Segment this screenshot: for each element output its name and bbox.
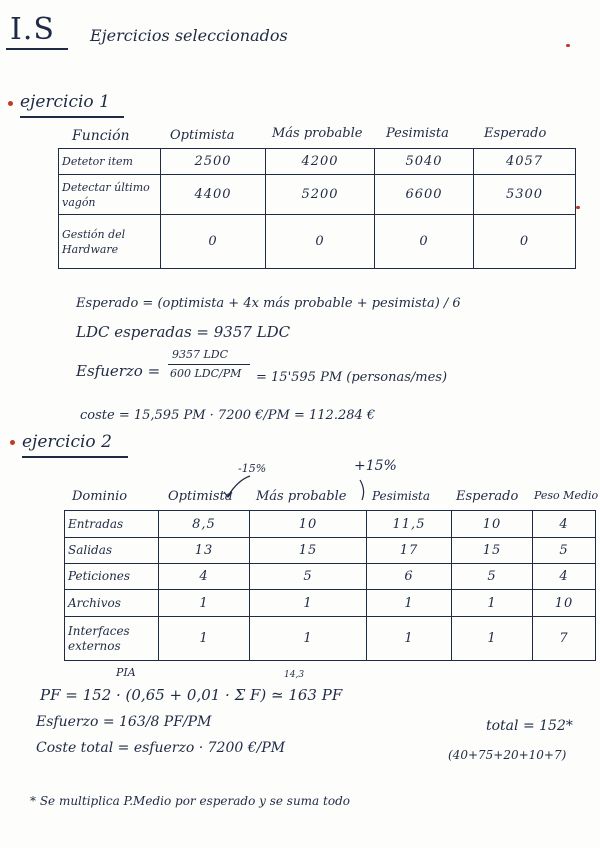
ex2-effort: Esfuerzo = 163/8 PF/PM	[36, 714, 212, 730]
ex1-cell: 4057	[474, 149, 576, 175]
ex2-row-label: Peticiones	[65, 564, 159, 590]
ex2-cell: 4	[159, 564, 250, 590]
ex1-row-label: Detectar último vagón	[59, 175, 161, 215]
ex1-cell: 4400	[161, 175, 266, 215]
ex2-cell: 4	[533, 564, 596, 590]
bullet-icon	[8, 101, 13, 106]
ex2-cell: 1	[250, 617, 367, 661]
ex1-cell: 6600	[375, 175, 474, 215]
ex2-cell: 10	[250, 511, 367, 538]
ex2-cell: 4	[533, 511, 596, 538]
ex1-col-pesimista: Pesimista	[386, 126, 449, 141]
table-row	[59, 149, 576, 175]
ex2-row-label: Archivos	[65, 590, 159, 617]
table-row	[65, 511, 596, 538]
ex2-cell: 10	[533, 590, 596, 617]
ex1-cell: 0	[375, 215, 474, 269]
page-title: Ejercicios seleccionados	[90, 26, 288, 45]
fraction-bar	[168, 364, 250, 365]
ex1-effort-label: Esfuerzo =	[76, 362, 161, 380]
ex2-heading-underline	[22, 456, 128, 458]
ex1-ldc: LDC esperadas = 9357 LDC	[76, 323, 291, 341]
title-underline	[6, 48, 68, 50]
table-row	[65, 617, 596, 661]
ex2-pf-sup: 14,3	[284, 670, 305, 680]
ex1-row-label: Gestión del Hardware	[59, 215, 161, 269]
ex2-pf-formula: PF = 152 · (0,65 + 0,01 · Σ F) ≃ 163 PF	[40, 686, 343, 704]
ex2-total-sum: (40+75+20+10+7)	[448, 748, 567, 762]
ex1-col-optimista: Optimista	[170, 128, 235, 143]
ex2-cell: 5	[533, 538, 596, 564]
ex2-heading: ejercicio 2	[22, 432, 112, 452]
ex2-col-peso-medio: Peso Medio	[534, 489, 599, 502]
ex1-col-funcion: Función	[72, 128, 130, 144]
ex1-cell: 0	[474, 215, 576, 269]
page-code: I.S	[10, 12, 55, 47]
ex1-formula-expected: Esperado = (optimista + 4x más probable + pesimista) / 6	[76, 296, 461, 311]
ex2-total: total = 152*	[486, 718, 573, 734]
table-row	[59, 175, 576, 215]
ex2-col-esperado: Esperado	[456, 489, 519, 504]
ex2-cell: 6	[367, 564, 452, 590]
ex2-cell: 11,5	[367, 511, 452, 538]
ex2-cell: 7	[533, 617, 596, 661]
ex2-col-dominio: Dominio	[72, 489, 128, 504]
ex2-cell: 5	[250, 564, 367, 590]
ex1-effort-den: 600 LDC/PM	[170, 367, 242, 380]
ex1-cell: 5300	[474, 175, 576, 215]
bullet-icon	[10, 440, 15, 445]
ex2-col-mas-probable: Más probable	[256, 489, 347, 504]
ex1-col-mas-probable: Más probable	[272, 126, 363, 141]
ex2-col-pesimista: Pesimista	[372, 489, 430, 503]
ex1-effort-result: = 15'595 PM (personas/mes)	[256, 370, 448, 385]
ex2-cell: 1	[367, 590, 452, 617]
ex2-cell: 13	[159, 538, 250, 564]
ex2-col-optimista: Optimista	[168, 489, 233, 504]
ex1-row-label: Detetor item	[59, 149, 161, 175]
ex2-cost: Coste total = esfuerzo · 7200 €/PM	[36, 740, 286, 756]
ex2-note-minus: -15%	[238, 462, 267, 475]
table-row	[65, 564, 596, 590]
red-mark	[566, 44, 570, 47]
ex2-pf-note: PIA	[116, 666, 136, 679]
red-mark	[576, 206, 580, 209]
table-row	[59, 215, 576, 269]
ex2-cell: 10	[452, 511, 533, 538]
ex2-table	[64, 510, 596, 661]
table-row	[65, 590, 596, 617]
ex1-cell: 5200	[266, 175, 375, 215]
ex1-heading-underline	[20, 116, 124, 118]
ex1-cell: 5040	[375, 149, 474, 175]
ex1-effort-num: 9357 LDC	[172, 348, 229, 361]
ex2-note-plus: +15%	[354, 458, 397, 474]
ex2-cell: 1	[159, 590, 250, 617]
ex1-cost: coste = 15,595 PM · 7200 €/PM = 112.284 €	[80, 408, 376, 423]
table-row	[65, 538, 596, 564]
ex2-cell: 15	[452, 538, 533, 564]
ex2-footnote: * Se multiplica P.Medio por esperado y se suma todo	[30, 794, 350, 808]
ex2-cell: 1	[250, 590, 367, 617]
ex2-cell: 1	[159, 617, 250, 661]
ex2-cell: 1	[452, 590, 533, 617]
ex1-cell: 0	[266, 215, 375, 269]
ex1-heading: ejercicio 1	[20, 92, 110, 112]
ex1-table	[58, 148, 576, 269]
ex1-col-esperado: Esperado	[484, 126, 547, 141]
ex2-row-label: Interfaces externos	[65, 617, 159, 661]
ex2-row-label: Salidas	[65, 538, 159, 564]
ex2-cell: 8,5	[159, 511, 250, 538]
ex2-cell: 1	[452, 617, 533, 661]
ex2-cell: 17	[367, 538, 452, 564]
ex2-cell: 5	[452, 564, 533, 590]
ex1-cell: 4200	[266, 149, 375, 175]
ex2-row-label: Entradas	[65, 511, 159, 538]
ex1-cell: 0	[161, 215, 266, 269]
ex2-cell: 15	[250, 538, 367, 564]
ex2-cell: 1	[367, 617, 452, 661]
ex1-cell: 2500	[161, 149, 266, 175]
